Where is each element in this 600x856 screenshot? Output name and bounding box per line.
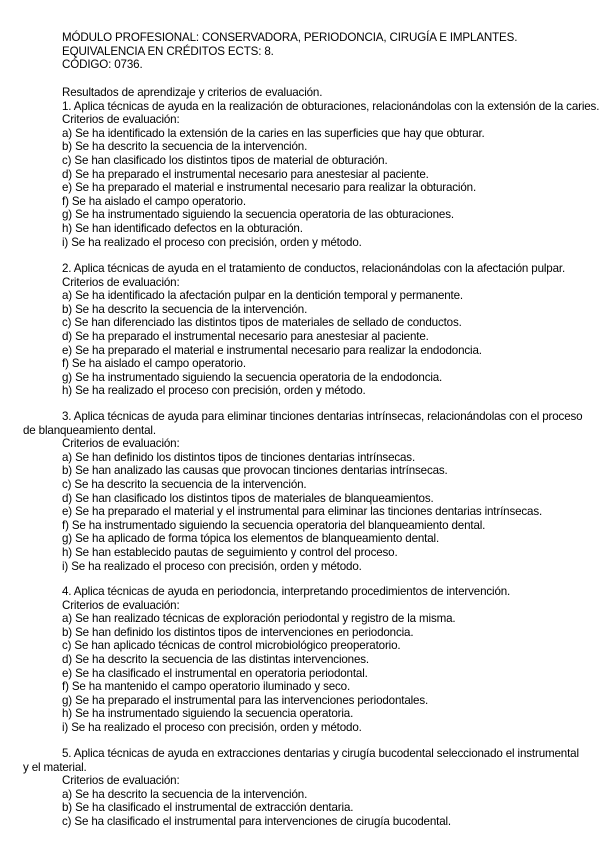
criterion-item: b) Se ha descrito la secuencia de la intervención. [62,140,308,154]
criterion-item: b) Se han definido los distintos tipos de intervenciones en periodoncia. [62,625,414,639]
criterion-item: a) Se ha descrito la secuencia de la intervención. [62,787,308,801]
criterion-item: a) Se han definido los distintos tipos de tinciones dentarias intrínsecas. [62,450,416,464]
criterion-item: f) Se ha instrumentado siguiendo la secuencia operatoria del blanqueamiento dental. [62,518,486,532]
criterion-item: d) Se ha descrito la secuencia de las distintas intervenciones. [62,652,369,666]
section-title: 1. Aplica técnicas de ayuda en la realización de obturaciones, relacionándolas con la extensión de la caries. [62,99,600,113]
section-title-continuation: y el material. [23,760,87,774]
criterion-item: e) Se ha preparado el material e instrumental necesario para realizar la endodoncia. [62,343,482,357]
criterion-item: h) Se ha instrumentado siguiendo la secuencia operatoria. [62,707,354,721]
criterion-item: g) Se ha instrumentado siguiendo la secuencia operatoria de las obturaciones. [62,208,454,222]
criterion-item: c) Se han diferenciado las distintos tipos de materiales de sellado de conductos. [62,316,462,330]
section-title: 5. Aplica técnicas de ayuda en extracciones dentarias y cirugía bucodental seleccionado el instrumental [62,747,579,760]
criterion-item: c) Se han aplicado técnicas de control microbiológico preoperatorio. [62,639,401,653]
criteria-label: Criterios de evaluación: [62,275,180,289]
section-title: 2. Aplica técnicas de ayuda en el tratamiento de conductos, relacionándolas con la afectación pulpar. [62,262,566,275]
criterion-item: g) Se ha preparado el instrumental para las intervenciones periodontales. [62,693,429,707]
criterion-item: e) Se ha preparado el material e instrumental necesario para realizar la obturación. [62,181,477,195]
criteria-label: Criterios de evaluación: [62,437,180,451]
criterion-item: e) Se ha clasificado el instrumental en operatoria periodontal. [62,666,368,680]
criteria-label: Criterios de evaluación: [62,598,180,612]
criterion-item: f) Se ha aislado el campo operatorio. [62,194,246,208]
module-header [62,31,578,72]
section-2 [62,262,578,398]
criterion-item: h) Se ha realizado el proceso con precisión, orden y método. [62,384,366,398]
section-1 [62,86,600,249]
criteria-label: Criterios de evaluación: [62,774,180,788]
criterion-item: d) Se han clasificado los distintos tipos de materiales de blanqueamientos. [62,491,434,505]
criteria-label: Criterios de evaluación: [62,113,180,127]
criterion-item: f) Se ha aislado el campo operatorio. [62,357,246,371]
section-3 [23,410,583,573]
module-title: MÓDULO PROFESIONAL: CONSERVADORA, PERIODONCIA, CIRUGÍA E IMPLANTES. [62,31,518,44]
criterion-item: c) Se ha descrito la secuencia de la intervención. [62,477,307,491]
section-title: 3. Aplica técnicas de ayuda para eliminar tinciones dentarias intrínsecas, relacionándolas con el proceso [62,410,583,423]
learning-outcomes-heading: Resultados de aprendizaje y criterios de evaluación. [62,86,323,99]
criterion-item: g) Se ha instrumentado siguiendo la secuencia operatoria de la endodoncia. [62,370,443,384]
criterion-item: g) Se ha aplicado de forma tópica los elementos de blanqueamiento dental. [62,532,440,546]
criterion-item: a) Se ha identificado la extensión de la caries en las superficies que hay que obturar. [62,126,485,140]
criterion-item: d) Se ha preparado el instrumental necesario para anestesiar al paciente. [62,167,429,181]
section-title: 4. Aplica técnicas de ayuda en periodoncia, interpretando procedimientos de intervención. [62,585,511,598]
criterion-item: e) Se ha preparado el material y el instrumental para eliminar las tinciones dentarias intrínsecas. [62,505,543,519]
section-5 [23,747,579,829]
criterion-item: f) Se ha mantenido el campo operatorio iluminado y seco. [62,680,351,694]
criterion-item: i) Se ha realizado el proceso con precisión, orden y método. [62,720,362,734]
criterion-item: d) Se ha preparado el instrumental necesario para anestesiar al paciente. [62,329,429,343]
section-4 [62,585,578,735]
criterion-item: a) Se han realizado técnicas de exploración periodontal y registro de la misma. [62,612,456,626]
criterion-item: c) Se han clasificado los distintos tipos de material de obturación. [62,153,388,167]
criterion-item: i) Se ha realizado el proceso con precisión, orden y método. [62,559,362,573]
criterion-item: b) Se ha descrito la secuencia de la intervención. [62,302,308,316]
criterion-item: h) Se han identificado defectos en la obturación. [62,221,303,235]
criterion-item: h) Se han establecido pautas de seguimiento y control del proceso. [62,545,398,559]
criterion-item: b) Se han analizado las causas que provocan tinciones dentarias intrínsecas. [62,464,448,478]
criterion-item: a) Se ha identificado la afectación pulpar en la dentición temporal y permanente. [62,289,463,303]
ects-equivalence: EQUIVALENCIA EN CRÉDITOS ECTS: 8. [62,44,274,58]
criterion-item: b) Se ha clasificado el instrumental de extracción dentaria. [62,801,354,815]
module-code: CÓDIGO: 0736. [62,58,143,72]
section-title-continuation: de blanqueamiento dental. [23,423,156,437]
criterion-item: c) Se ha clasificado el instrumental para intervenciones de cirugía bucodental. [62,814,452,828]
criterion-item: i) Se ha realizado el proceso con precisión, orden y método. [62,235,362,249]
